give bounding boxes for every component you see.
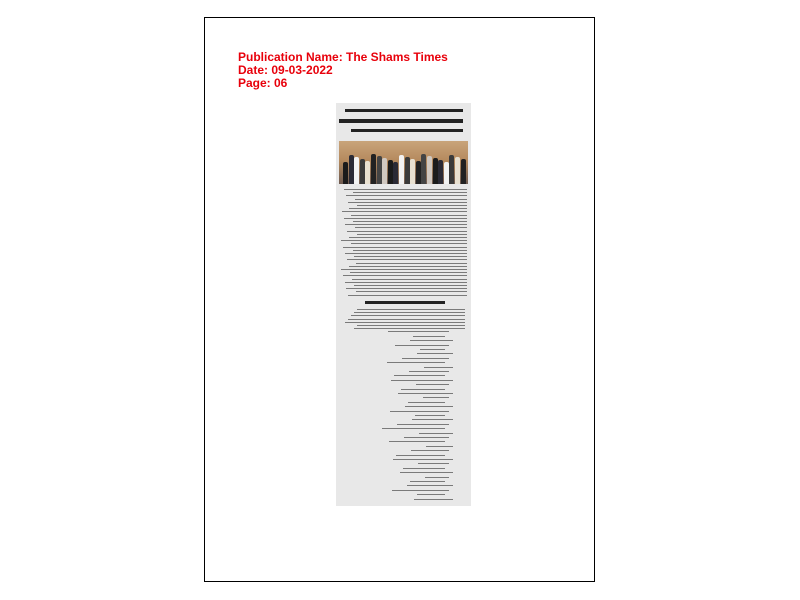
text-line <box>417 353 453 354</box>
text-line <box>357 325 465 326</box>
text-line <box>345 322 465 323</box>
text-line <box>405 406 453 407</box>
publication-page: Page: 06 <box>238 76 288 90</box>
text-line <box>396 455 445 456</box>
text-line <box>425 477 449 478</box>
text-line <box>411 450 449 451</box>
text-line <box>388 331 449 332</box>
text-line <box>392 490 449 491</box>
text-line <box>409 371 449 372</box>
text-line <box>354 328 465 329</box>
text-line <box>394 375 445 376</box>
text-line <box>419 433 453 434</box>
text-line <box>354 312 465 313</box>
text-line <box>407 485 453 486</box>
text-line <box>423 397 449 398</box>
text-line <box>401 389 445 390</box>
text-line <box>393 459 453 460</box>
text-line <box>397 424 449 425</box>
text-line <box>391 380 453 381</box>
text-line <box>351 315 465 316</box>
text-line <box>357 309 465 310</box>
text-line <box>398 393 453 394</box>
text-line <box>348 319 465 320</box>
publication-name: Publication Name: The Shams Times <box>238 50 448 64</box>
text-line <box>400 472 453 473</box>
text-line <box>417 494 445 495</box>
text-line <box>387 362 445 363</box>
text-line <box>390 411 449 412</box>
publication-date: Date: 09-03-2022 <box>238 63 333 77</box>
text-line <box>426 446 453 447</box>
text-line <box>416 384 449 385</box>
newspaper-clipping <box>336 103 471 506</box>
text-line <box>389 441 445 442</box>
text-line <box>420 349 445 350</box>
text-line <box>414 499 453 500</box>
text-line <box>412 419 453 420</box>
text-line <box>408 402 445 403</box>
text-line <box>410 481 445 482</box>
text-line <box>424 367 453 368</box>
article-list-text <box>336 103 471 506</box>
text-line <box>395 345 449 346</box>
text-line <box>402 358 449 359</box>
text-line <box>413 336 445 337</box>
text-line <box>404 437 449 438</box>
publication-info <box>238 51 448 90</box>
text-line <box>403 468 445 469</box>
text-line <box>415 415 445 416</box>
text-line <box>418 463 449 464</box>
text-line <box>410 340 453 341</box>
text-line <box>382 428 445 429</box>
